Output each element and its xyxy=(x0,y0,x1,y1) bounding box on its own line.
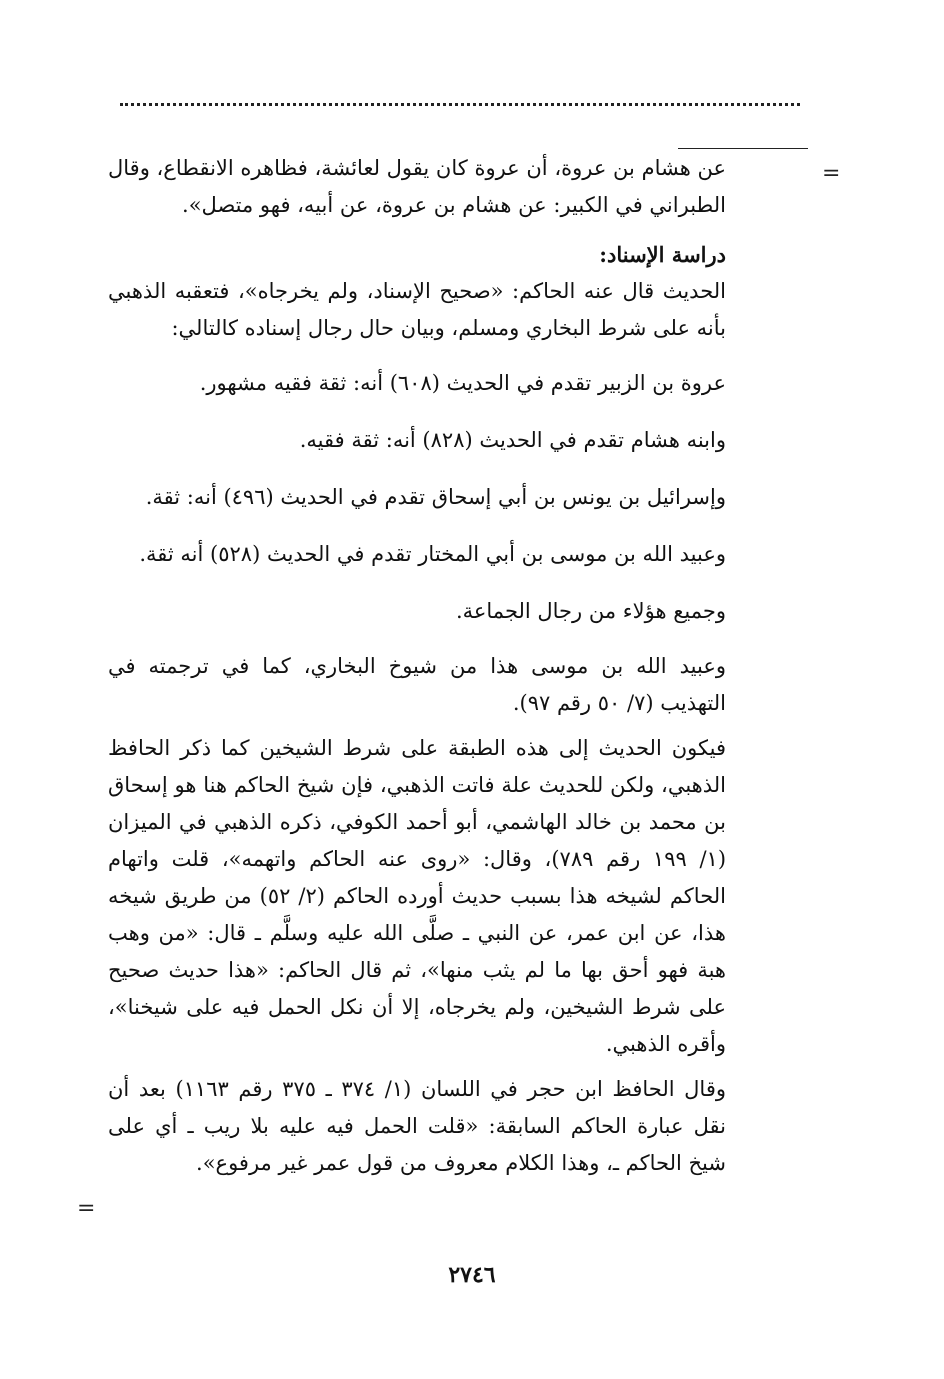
paragraph-ubaydullah: وعبيد الله بن موسى بن أبي المختار تقدم في الحديث (٥٢٨) أنه ثقة. xyxy=(139,542,726,566)
section-heading: دراسة الإسناد: xyxy=(599,242,726,267)
paragraph-tahdhib: وعبيد الله بن موسى هذا من شيوخ البخاري، كما في ترجمته في التهذيب (٧/ ٥٠ رقم ٩٧). xyxy=(108,654,726,715)
dotted-separator xyxy=(120,103,800,106)
paragraph-ibn-hajar: وقال الحافظ ابن حجر في اللسان (١/ ٣٧٤ ـ ٣٧٥ رقم ١١٦٣) بعد أن نقل عبارة الحاكم السابقة: «قلت الحمل فيه عليه بلا ريب ـ أي على شيخ الحاكم ـ، وهذا الكلام معروف من قول عمر غير مرفوع». xyxy=(108,1077,726,1175)
paragraph-hakim: الحديث قال عنه الحاكم: «صحيح الإسناد، ولم يخرجاه»، فتعقبه الذهبي بأنه على شرط البخاري ومسلم، وبيان حال رجال إسناده كالتالي: xyxy=(108,279,726,340)
paragraph-jamaa: وجميع هؤلاء من رجال الجماعة. xyxy=(455,599,726,623)
continuation-mark-top: = xyxy=(822,161,841,186)
continuation-mark-bottom: = xyxy=(77,1196,96,1221)
page-number: ٢٧٤٦ xyxy=(448,1262,496,1288)
paragraph-israil: وإسرائيل بن يونس بن أبي إسحاق تقدم في الحديث (٤٩٦) أنه: ثقة. xyxy=(145,485,726,509)
paragraph-urwa: عروة بن الزبير تقدم في الحديث (٦٠٨) أنه: ثقة فقيه مشهور. xyxy=(199,371,726,395)
paragraph-illa: فيكون الحديث إلى هذه الطبقة على شرط الشيخين كما ذكر الحافظ الذهبي، ولكن للحديث علة فاتت الذهبي، فإن شيخ الحاكم هنا هو إسحاق بن محمد بن خالد الهاشمي، أبو أحمد الكوفي، ذكره الذهبي في الميزان (١/ ١٩٩ رقم ٧٨٩)، وقال: «روى عنه الحاكم واتهمه»، قلت واتهام الحاكم لشيخه هذا بسبب حديث أورده الحاكم (٢/ ٥٢) من طريق شيخه هذا، عن ابن عمر، عن النبي ـ صلَّى الله عليه وسلَّم ـ قال: «من وهب هبة فهو أحق بها ما لم يثب منها»، ثم قال الحاكم: «هذا حديث صحيح على شرط الشيخين، ولم يخرجاه، إلا أن نكل الحمل فيه على شيخنا»، وأقره الذهبي. xyxy=(108,736,727,1056)
footnote-body xyxy=(108,150,726,1182)
paragraph-hisham: وابنه هشام تقدم في الحديث (٨٢٨) أنه: ثقة فقيه. xyxy=(299,428,726,452)
footnote-rule xyxy=(678,148,808,149)
paragraph-continuation: عن هشام بن عروة، أن عروة كان يقول لعائشة، فظاهره الانقطاع، وقال الطبراني في الكبير: عن هشام بن عروة، عن أبيه، فهو متصل». xyxy=(108,156,726,217)
